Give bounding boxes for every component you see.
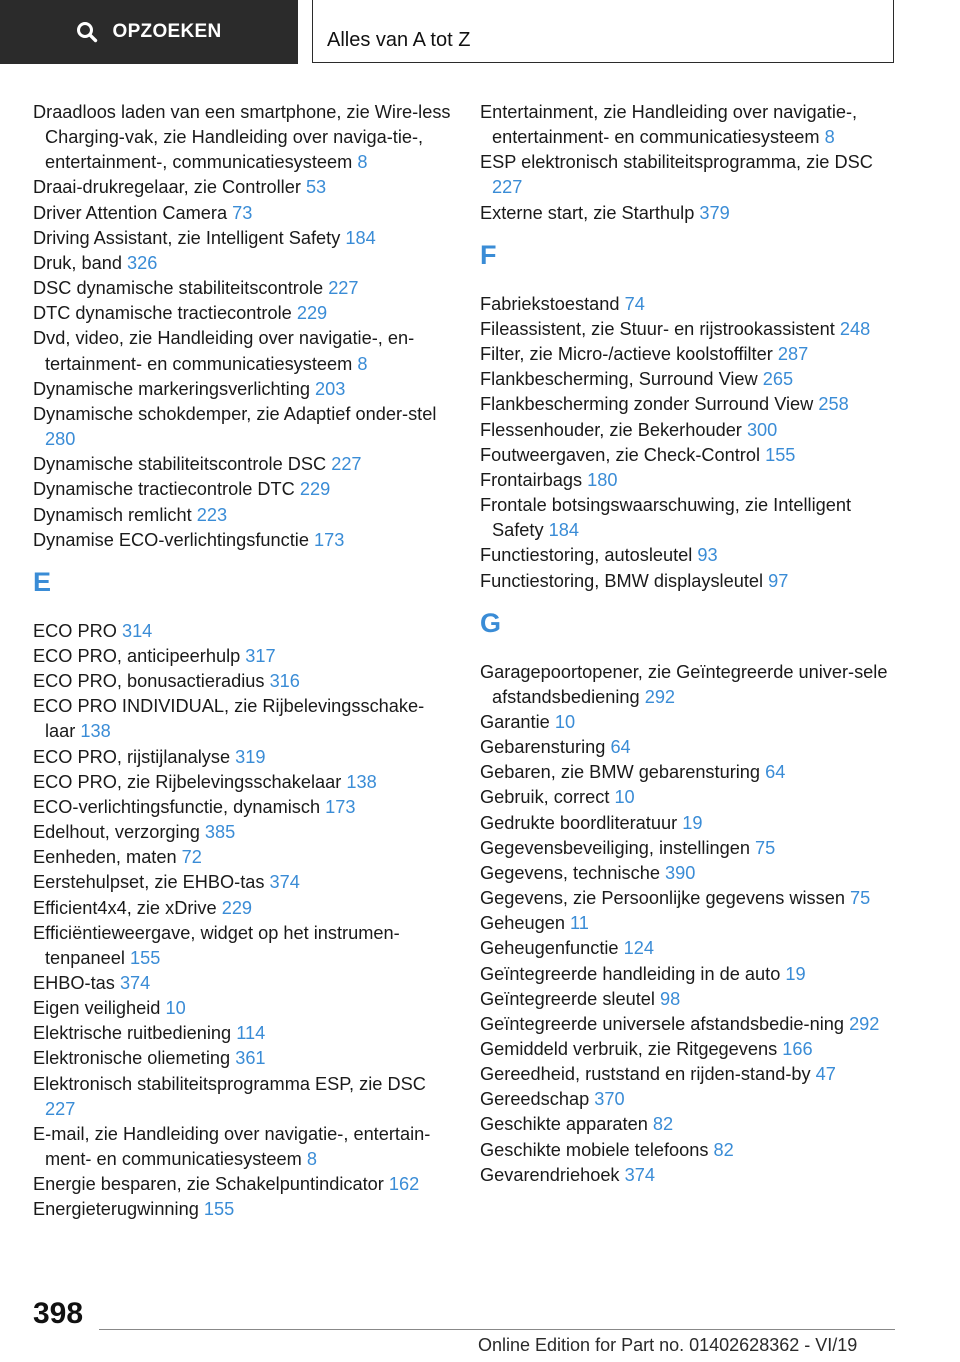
index-entry <box>33 1122 453 1172</box>
entry-text: Eigen veiligheid <box>33 998 161 1019</box>
search-tab-label: OPZOEKEN <box>112 21 222 42</box>
page-link[interactable]: 300 <box>746 419 778 440</box>
index-entry <box>480 1087 900 1112</box>
title-tab[interactable] <box>312 0 894 63</box>
page-link[interactable]: 227 <box>45 1098 76 1119</box>
page-link[interactable]: 184 <box>345 227 376 248</box>
entry-text: Frontairbags <box>480 469 583 490</box>
entry-text: Draadloos laden van een smartphone, zie Wire-less Charging-vak, zie Handleiding over naviga-tie-, entertainment-, communicatiesysteem <box>33 102 451 173</box>
page-link[interactable]: 8 <box>824 127 835 148</box>
page-link[interactable]: 47 <box>815 1064 836 1085</box>
index-entry <box>33 694 453 744</box>
entry-text: ECO-verlichtingsfunctie, dynamisch <box>33 796 321 817</box>
index-entry <box>33 528 453 553</box>
index-entry <box>33 175 453 200</box>
index-entry <box>33 1197 453 1222</box>
page-link[interactable]: 317 <box>245 645 276 666</box>
index-entry <box>480 201 900 226</box>
index-entry <box>480 911 900 936</box>
entry-text: Geheugen <box>480 913 565 934</box>
entry-text: Gedrukte boordliteratuur <box>480 812 678 833</box>
page-link[interactable]: 74 <box>624 293 645 314</box>
entry-text: Elektrische ruitbediening <box>33 1023 232 1044</box>
page-link[interactable]: 379 <box>699 202 730 223</box>
page-link[interactable]: 173 <box>325 796 356 817</box>
entry-text: Dvd, video, zie Handleiding over navigatie-, en-tertainment- en communicatiesysteem <box>33 328 415 374</box>
entry-text: ECO PRO, rijstijlanalyse <box>33 746 231 767</box>
index-entry <box>480 811 900 836</box>
entry-text: Garagepoortopener, zie Geïntegreerde univer-sele afstandsbediening <box>480 661 888 707</box>
page-link[interactable]: 10 <box>554 711 576 732</box>
entry-text: Filter, zie Micro-/actieve koolstoffilter <box>480 344 773 365</box>
index-entry <box>480 418 900 443</box>
index-group-d <box>33 100 453 553</box>
top-navigation <box>0 0 960 66</box>
entry-text: Dynamise ECO-verlichtingsfunctie <box>33 529 309 550</box>
index-entry <box>33 276 453 301</box>
page-link[interactable]: 227 <box>492 177 523 198</box>
page-link[interactable]: 11 <box>570 913 589 934</box>
page-link[interactable]: 166 <box>782 1039 813 1059</box>
entry-text: Elektronische oliemeting <box>33 1048 231 1069</box>
index-letter-f: F <box>480 239 497 270</box>
page-link[interactable]: 10 <box>614 787 635 808</box>
page-link[interactable]: 314 <box>121 620 153 641</box>
page-link[interactable]: 75 <box>850 888 871 909</box>
index-entry <box>480 660 900 710</box>
index-entry <box>33 100 453 175</box>
index-group-g <box>480 660 900 1188</box>
index-entry <box>33 226 453 251</box>
page-link[interactable]: 97 <box>768 570 789 591</box>
entry-text: Dynamische schokdemper, zie Adaptief onder-stel <box>33 403 437 424</box>
index-entry <box>480 569 900 594</box>
entry-text: EHBO-tas <box>33 973 115 993</box>
index-entry <box>33 452 453 477</box>
entry-text: Gebruik, correct <box>480 787 610 808</box>
index-entry <box>480 342 900 367</box>
entry-text: DTC dynamische tractiecontrole <box>33 303 292 324</box>
entry-text: ECO PRO INDIVIDUAL, zie Rijbelevingsschake-laar <box>33 696 425 742</box>
entry-text: Flankbescherming zonder Surround View <box>480 394 814 415</box>
index-column-left <box>33 100 453 1223</box>
index-entry <box>33 477 453 502</box>
page-link[interactable]: 64 <box>610 737 631 758</box>
index-entry <box>33 377 453 402</box>
entry-text: Gebarensturing <box>480 737 606 758</box>
index-entry <box>33 770 453 795</box>
index-letter-g: G <box>480 607 502 638</box>
index-entry <box>480 936 900 961</box>
index-entry <box>480 443 900 468</box>
index-entry <box>33 921 453 971</box>
entry-text: E-mail, zie Handleiding over navigatie-, entertain-ment- en communicatiesysteem <box>33 1123 431 1170</box>
index-entry <box>33 745 453 770</box>
entry-text: Functiestoring, BMW displaysleutel <box>480 570 764 591</box>
entry-text: Energie besparen, zie Schakelpuntindicator <box>33 1174 384 1195</box>
entry-text: Gebaren, zie BMW gebarensturing <box>480 762 761 783</box>
page-link[interactable]: 180 <box>587 469 618 490</box>
page-link[interactable]: 98 <box>659 988 681 1009</box>
entry-text: DSC dynamische stabiliteitscontrole <box>33 278 324 299</box>
index-group-f <box>480 292 900 594</box>
index-entry <box>33 1021 453 1046</box>
index-entry <box>33 1172 453 1197</box>
page-link[interactable]: 265 <box>762 369 794 390</box>
page-link[interactable]: 10 <box>165 998 186 1019</box>
index-entry <box>33 201 453 226</box>
page-link[interactable]: 72 <box>181 847 202 868</box>
index-entry <box>480 886 900 911</box>
entry-text: Eenheden, maten <box>33 847 177 868</box>
entry-text: Geïntegreerde sleutel <box>480 988 655 1009</box>
page-link[interactable]: 292 <box>849 1013 880 1034</box>
index-entry <box>480 493 900 543</box>
index-entry <box>480 785 900 810</box>
entry-text: Gereedheid, ruststand en rijden-stand-by <box>480 1064 811 1085</box>
index-entry <box>480 150 900 200</box>
entry-text: Geschikte apparaten <box>480 1114 648 1135</box>
search-tab[interactable] <box>0 0 298 64</box>
entry-text: Geïntegreerde universele afstandsbedie-ning <box>480 1013 844 1034</box>
page-link[interactable]: 162 <box>388 1174 420 1195</box>
page-link[interactable]: 229 <box>299 479 331 500</box>
entry-text: Dynamische tractiecontrole DTC <box>33 479 295 500</box>
index-entry <box>480 317 900 342</box>
index-entry <box>480 468 900 493</box>
entry-text: Gemiddeld verbruik, zie Ritgegevens <box>480 1039 778 1059</box>
entry-text: Druk, band <box>33 252 122 273</box>
page-link[interactable]: 53 <box>305 177 327 198</box>
index-entry <box>33 971 453 996</box>
index-entry <box>480 1112 900 1137</box>
entry-text: ECO PRO, anticipeerhulp <box>33 645 241 666</box>
page-link[interactable]: 390 <box>665 862 696 883</box>
entry-text: Dynamische markeringsverlichting <box>33 378 310 399</box>
index-entry <box>33 996 453 1021</box>
page-link[interactable]: 287 <box>777 344 809 365</box>
entry-text: ECO PRO, bonusactieradius <box>33 671 265 692</box>
page-link[interactable]: 229 <box>296 303 328 324</box>
page-link[interactable]: 8 <box>357 152 368 173</box>
index-entry <box>33 619 453 644</box>
page-link[interactable]: 223 <box>196 504 228 525</box>
page-link[interactable]: 326 <box>127 252 158 273</box>
index-entry <box>480 735 900 760</box>
page-link[interactable]: 280 <box>45 429 76 450</box>
index-entry <box>480 1062 900 1087</box>
index-letter-e: E <box>33 566 52 597</box>
page-link[interactable]: 361 <box>235 1048 266 1069</box>
index-entry <box>33 301 453 326</box>
index-entry <box>33 503 453 528</box>
page-link[interactable]: 374 <box>269 872 300 893</box>
entry-text: Driving Assistant, zie Intelligent Safety <box>33 227 341 248</box>
page-link[interactable]: 248 <box>839 318 871 339</box>
entry-text: Dynamische stabiliteitscontrole DSC <box>33 454 327 475</box>
index-column-right <box>480 100 900 1188</box>
index-entry <box>480 987 900 1012</box>
page-link[interactable]: 374 <box>624 1164 655 1185</box>
entry-text: Gegevensbeveiliging, instellingen <box>480 837 750 858</box>
entry-text: Edelhout, verzorging <box>33 822 200 843</box>
page-link[interactable]: 319 <box>235 746 266 767</box>
entry-text: Gegevens, zie Persoonlijke gegevens wissen <box>480 888 845 909</box>
index-entry <box>33 1046 453 1071</box>
page-link[interactable]: 8 <box>357 353 368 374</box>
footer-divider <box>99 1329 895 1330</box>
index-entry <box>480 861 900 886</box>
entry-text: Eerstehulpset, zie EHBO-tas <box>33 872 265 893</box>
page-link[interactable]: 19 <box>785 963 806 984</box>
page-link[interactable]: 227 <box>331 454 362 475</box>
edition-footer: Online Edition for Part no. 01402628362 - VI/19 <box>478 1335 858 1355</box>
entry-text: Energieterugwinning <box>33 1199 199 1220</box>
page-link[interactable]: 93 <box>697 545 718 566</box>
index-entry <box>33 644 453 669</box>
entry-text: Externe start, zie Starthulp <box>480 202 695 223</box>
index-entry <box>33 795 453 820</box>
page-link[interactable]: 114 <box>236 1023 266 1044</box>
page-number: 398 <box>33 1297 84 1330</box>
page-link[interactable]: 155 <box>129 947 161 968</box>
entry-text: Frontale botsingswaarschuwing, zie Intelligent Safety <box>480 495 852 541</box>
index-group-e-continued <box>480 100 900 226</box>
page-link[interactable]: 138 <box>346 771 377 792</box>
page-link[interactable]: 173 <box>314 529 345 550</box>
magnifier-icon <box>76 21 98 43</box>
entry-text: Foutweergaven, zie Check-Control <box>480 444 761 465</box>
page-link[interactable]: 258 <box>818 394 849 415</box>
page-link[interactable]: 19 <box>682 812 703 833</box>
entry-text: Geïntegreerde handleiding in de auto <box>480 963 781 984</box>
entry-text: Driver Attention Camera <box>33 202 228 223</box>
index-entry <box>33 251 453 276</box>
index-entry <box>33 402 453 452</box>
entry-text: Elektronisch stabiliteitsprogramma ESP, zie DSC <box>33 1073 426 1094</box>
entry-text: Efficient4x4, zie xDrive <box>33 897 217 918</box>
entry-text: Entertainment, zie Handleiding over navigatie-, entertainment- en communicatiesysteem <box>480 102 858 148</box>
page-link[interactable]: 124 <box>623 938 654 959</box>
entry-text: Functiestoring, autosleutel <box>480 545 693 566</box>
index-entry <box>33 326 453 376</box>
page-link[interactable]: 155 <box>765 444 796 465</box>
index-entry <box>480 392 900 417</box>
entry-text: Garantie <box>480 711 550 732</box>
index-entry <box>33 820 453 845</box>
index-entry <box>480 543 900 568</box>
index-entry <box>33 1072 453 1122</box>
index-entry <box>480 710 900 735</box>
page-link[interactable]: 316 <box>269 671 300 692</box>
index-entry <box>480 1012 900 1037</box>
index-entry <box>480 1037 900 1062</box>
page-link[interactable]: 227 <box>328 278 359 299</box>
index-group-e <box>33 619 453 1223</box>
index-entry <box>33 845 453 870</box>
page-link[interactable]: 64 <box>765 762 786 783</box>
index-entry <box>480 100 900 150</box>
entry-text: Draai-drukregelaar, zie Controller <box>33 177 301 198</box>
page-link[interactable]: 73 <box>232 202 253 223</box>
entry-text: Efficiëntieweergave, widget op het instrumen-tenpaneel <box>33 922 400 968</box>
page-link[interactable]: 75 <box>755 837 776 858</box>
index-entry <box>33 896 453 921</box>
page-link[interactable]: 184 <box>548 520 579 541</box>
index-entry <box>33 669 453 694</box>
entry-text: Geheugenfunctie <box>480 938 619 959</box>
index-entry <box>480 1163 900 1188</box>
section-title: Alles van A tot Z <box>327 29 471 51</box>
page-link[interactable]: 203 <box>315 378 346 399</box>
page-link[interactable]: 229 <box>221 897 253 918</box>
entry-text: Gevarendriehoek <box>480 1164 620 1185</box>
index-entry <box>480 1138 900 1163</box>
index-entry <box>480 836 900 861</box>
page-link[interactable]: 82 <box>713 1139 734 1160</box>
page-link[interactable]: 385 <box>204 822 236 843</box>
page-link[interactable]: 292 <box>644 686 676 707</box>
index-entry <box>33 870 453 895</box>
entry-text: Gegevens, technische <box>480 862 660 883</box>
entry-text: Flessenhouder, zie Bekerhouder <box>480 419 742 440</box>
entry-text: ECO PRO, zie Rijbelevingsschakelaar <box>33 771 342 792</box>
entry-text: ESP elektronisch stabiliteitsprogramma, zie DSC <box>480 152 873 173</box>
index-entry <box>480 292 900 317</box>
index-entry <box>480 760 900 785</box>
entry-text: Flankbescherming, Surround View <box>480 369 758 390</box>
page-link[interactable]: 370 <box>594 1089 625 1110</box>
index-entry <box>480 367 900 392</box>
entry-text: ECO PRO <box>33 620 117 641</box>
entry-text: Dynamisch remlicht <box>33 504 192 525</box>
page-link[interactable]: 374 <box>119 973 151 993</box>
entry-text: Fileassistent, zie Stuur- en rijstrookassistent <box>480 318 835 339</box>
index-entry <box>480 962 900 987</box>
entry-text: Geschikte mobiele telefoons <box>480 1139 709 1160</box>
entry-text: Fabriekstoestand <box>480 293 620 314</box>
page-link[interactable]: 155 <box>203 1199 235 1220</box>
entry-text: Gereedschap <box>480 1089 590 1110</box>
page-link[interactable]: 138 <box>80 721 111 742</box>
page-link[interactable]: 82 <box>652 1114 674 1135</box>
page-link[interactable]: 8 <box>306 1149 317 1170</box>
